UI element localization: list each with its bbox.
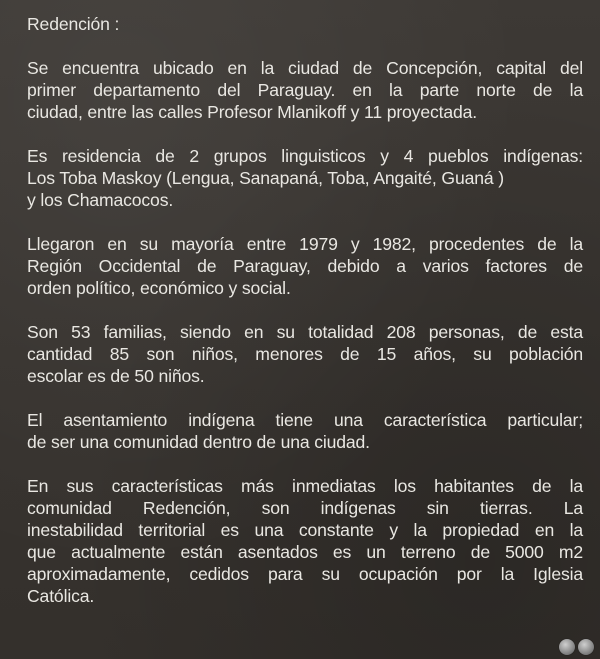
text-line: Llegaron en su mayoría entre 1979 y 1982, procedentes de la — [27, 234, 583, 254]
text-line: comunidad Redención, son indígenas sin tierras. La — [27, 498, 583, 518]
text-line: Son 53 familias, siendo en su totalidad 208 personas, de esta — [27, 322, 583, 342]
text-line: orden político, económico y social. — [27, 278, 291, 298]
text-line: Región Occidental de Paraguay, debido a varios factores de — [27, 256, 583, 276]
paragraph-residents — [27, 145, 583, 211]
paragraph-characteristic — [27, 409, 583, 453]
plaque-title: Redención : — [27, 14, 120, 34]
text-line: El asentamiento indígena tiene una característica particular; — [27, 410, 583, 430]
text-line: escolar es de 50 niños. — [27, 366, 205, 386]
text-line: Es residencia de 2 grupos linguisticos y 4 pueblos indígenas: — [27, 146, 583, 166]
gallery-nav-icon[interactable] — [578, 639, 594, 655]
text-line: Los Toba Maskoy (Lengua, Sanapaná, Toba, Angaité, Guaná ) — [27, 168, 504, 188]
text-line: y los Chamacocos. — [27, 190, 174, 210]
text-line: aproximadamente, cedidos para su ocupación por la Iglesia — [27, 564, 583, 584]
text-line: ciudad, entre las calles Profesor Mlanikoff y 11 proyectada. — [27, 102, 477, 122]
text-line: inestabilidad territorial es una constante y la propiedad en la — [27, 520, 583, 540]
paragraph-land — [27, 475, 583, 607]
gallery-nav-icon[interactable] — [559, 639, 575, 655]
paragraph-population — [27, 321, 583, 387]
text-line: cantidad 85 son niños, menores de 15 años, su población — [27, 344, 583, 364]
text-line: Católica. — [27, 586, 95, 606]
paragraph-location — [27, 57, 583, 123]
text-line: Se encuentra ubicado en la ciudad de Concepción, capital del — [27, 58, 583, 78]
gallery-nav — [559, 639, 594, 655]
text-line: En sus características más inmediatas los habitantes de la — [27, 476, 583, 496]
text-line: de ser una comunidad dentro de una ciudad. — [27, 432, 370, 452]
text-line: que actualmente están asentados es un terreno de 5000 m2 — [27, 542, 583, 562]
text-line: primer departamento del Paraguay. en la parte norte de la — [27, 80, 583, 100]
paragraph-arrival — [27, 233, 583, 299]
